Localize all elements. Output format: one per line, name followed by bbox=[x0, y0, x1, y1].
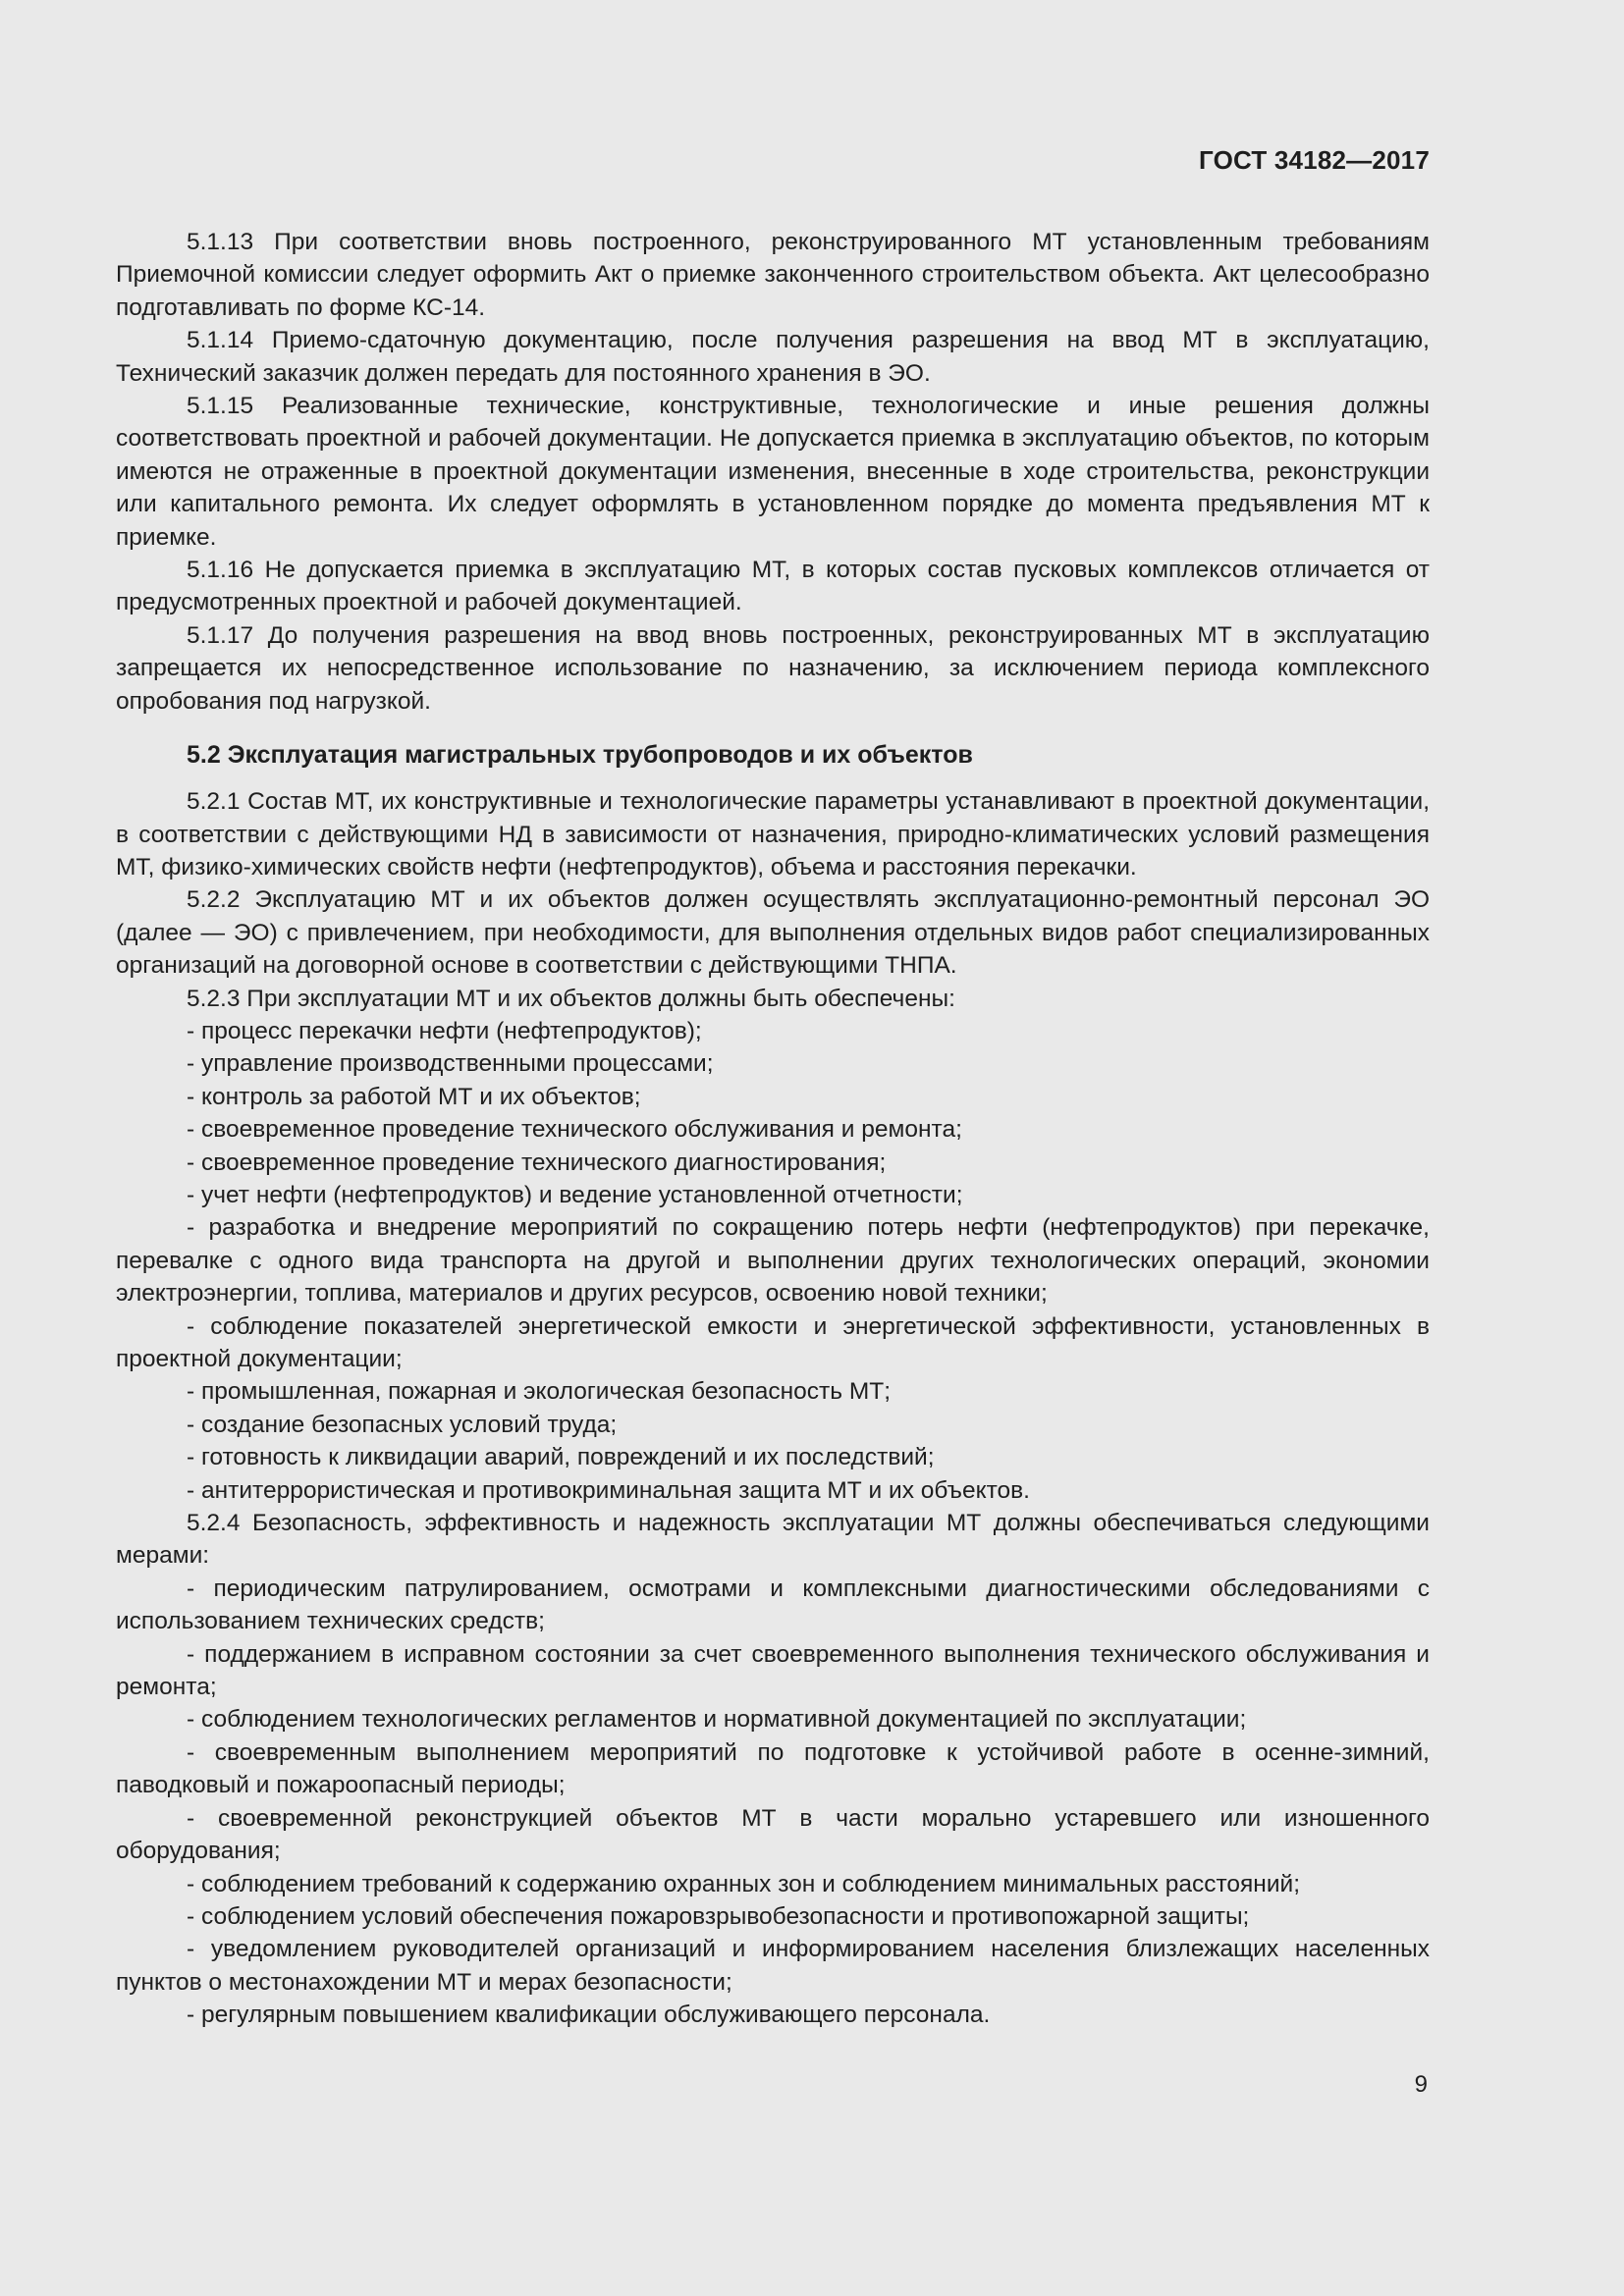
list-item: - антитеррористическая и противокриминальная защита МТ и их объектов. bbox=[187, 1476, 1030, 1504]
list-item: - соблюдением технологических регламентов и нормативной документацией по эксплуатации; bbox=[187, 1706, 1247, 1734]
list-item: - регулярным повышением квалификации обслуживающего персонала. bbox=[187, 2002, 991, 2029]
list-item: - уведомлением руководителей организаций и информированием населения близлежащих населенных пунктов о местонахождении МТ и мерах безопасности; bbox=[116, 1936, 1430, 1996]
list-item: - периодическим патрулированием, осмотрами и комплексными диагностическими обследованиями с использованием технических средств; bbox=[116, 1575, 1430, 1635]
list-item: - учет нефти (нефтепродуктов) и ведение установленной отчетности; bbox=[187, 1181, 963, 1208]
paragraph-5-1-15: 5.1.15 Реализованные технические, конструктивные, технологические и иные решения должны соответствовать проектной и рабочей документации. Не допускается приемка в эксплуатацию объектов, по которым имеются не отраженные в проектной документации изменения, внесенные в ходе строительства, реконструкции или капитального ремонта. Их следует оформлять в установленном порядке до момента предъявления МТ к приемке. bbox=[116, 393, 1430, 551]
paragraph-5-1-17: 5.1.17 До получения разрешения на ввод вновь построенных, реконструированных МТ в эксплуатацию запрещается их непосредственное использование по назначению, за исключением периода комплексного опробования под нагрузкой. bbox=[116, 621, 1430, 715]
list-item: - своевременное проведение технического диагностирования; bbox=[187, 1148, 887, 1176]
list-item: - поддержанием в исправном состоянии за счет своевременного выполнения технического обслуживания и ремонта; bbox=[116, 1640, 1430, 1701]
list-item: - своевременным выполнением мероприятий по подготовке к устойчивой работе в осенне-зимний, паводковый и пожароопасный периоды; bbox=[116, 1738, 1430, 1799]
paragraph-5-1-13: 5.1.13 При соответствии вновь построенного, реконструированного МТ установленным требованиям Приемочной комиссии следует оформить Акт о приемке законченного строительством объекта. Акт целесообразно подготавливать по форме КС-14. bbox=[116, 229, 1430, 321]
list-item: - соблюдением условий обеспечения пожаровзрывобезопасности и противопожарной защиты; bbox=[187, 1902, 1250, 1930]
paragraph-5-2-4: 5.2.4 Безопасность, эффективность и надежность эксплуатации МТ должны обеспечиваться следующими мерами: bbox=[116, 1510, 1430, 1570]
paragraph-5-2-3: 5.2.3 При эксплуатации МТ и их объектов должны быть обеспечены: bbox=[187, 985, 955, 1012]
section-heading-5-2: 5.2 Эксплуатация магистральных трубопроводов и их объектов bbox=[187, 741, 973, 770]
page-number: 9 bbox=[1414, 2071, 1428, 2098]
list-item: - промышленная, пожарная и экологическая безопасность МТ; bbox=[187, 1378, 892, 1406]
list-item: - разработка и внедрение мероприятий по сокращению потерь нефти (нефтепродуктов) при перекачке, перевалке с одного вида транспорта на другой и выполнении других технологических операций, экономии электроэнергии, топлива, материалов и других ресурсов, освоению новой техники; bbox=[116, 1214, 1430, 1308]
list-item: - управление производственными процессами; bbox=[187, 1050, 714, 1078]
list-item: - соблюдением требований к содержанию охранных зон и соблюдением минимальных расстояний; bbox=[187, 1870, 1301, 1897]
list-item: - контроль за работой МТ и их объектов; bbox=[187, 1083, 641, 1110]
list-item: - готовность к ликвидации аварий, повреждений и их последствий; bbox=[187, 1444, 935, 1471]
list-item: - своевременное проведение технического обслуживания и ремонта; bbox=[187, 1116, 962, 1144]
list-item: - своевременной реконструкцией объектов МТ в части морально устаревшего или изношенного оборудования; bbox=[116, 1804, 1430, 1865]
list-item: - создание безопасных условий труда; bbox=[187, 1411, 618, 1438]
list-item: - соблюдение показателей энергетической емкости и энергетической эффективности, установленных в проектной документации; bbox=[116, 1312, 1430, 1372]
paragraph-5-2-1: 5.2.1 Состав МТ, их конструктивные и технологические параметры устанавливают в проектной документации, в соответствии с действующими НД в зависимости от назначения, природно-климатических условий размещения МТ, физико-химических свойств нефти (нефтепродуктов), объема и расстояния перекачки. bbox=[116, 788, 1430, 881]
standard-header: ГОСТ 34182—2017 bbox=[1199, 145, 1430, 175]
paragraph-5-1-14: 5.1.14 Приемо-сдаточную документацию, после получения разрешения на ввод МТ в эксплуатацию, Технический заказчик должен передать для постоянного хранения в ЭО. bbox=[116, 327, 1430, 387]
paragraph-5-1-16: 5.1.16 Не допускается приемка в эксплуатацию МТ, в которых состав пусковых комплексов отличается от предусмотренных проектной и рабочей документацией. bbox=[116, 557, 1430, 616]
document-body bbox=[116, 226, 1430, 2032]
paragraph-5-2-2: 5.2.2 Эксплуатацию МТ и их объектов должен осуществлять эксплуатационно-ремонтный персонал ЭО (далее — ЭО) с привлечением, при необходимости, для выполнения отдельных видов работ специализированных организаций на договорной основе в соответствии с действующими ТНПА. bbox=[116, 886, 1430, 980]
list-item: - процесс перекачки нефти (нефтепродуктов); bbox=[187, 1017, 702, 1044]
